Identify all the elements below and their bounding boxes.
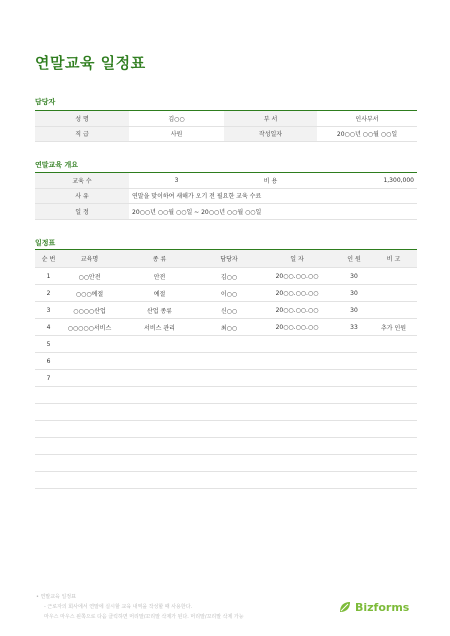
schedule-cell (256, 421, 338, 438)
schedule-cell: 20○○.○○.○○ (256, 319, 338, 336)
schedule-cell (62, 472, 117, 489)
schedule-cell: ○○○○○서비스 (62, 319, 117, 336)
footer-line-1: • 연말교육 일정표 (36, 594, 76, 600)
period-value: 20○○년 ○○월 ○○일 ~ 20○○년 ○○월 ○○일 (129, 204, 417, 220)
schedule-cell (338, 370, 370, 387)
schedule-cell (338, 353, 370, 370)
schedule-cell (202, 421, 256, 438)
schedule-cell (370, 421, 417, 438)
manager-table (35, 110, 417, 142)
schedule-cell (62, 353, 117, 370)
logo-text: Bizforms (355, 600, 410, 614)
schedule-header-cell: 순 번 (35, 250, 62, 268)
schedule-row (35, 387, 417, 404)
schedule-cell (117, 421, 202, 438)
schedule-cell: 7 (35, 370, 62, 387)
period-label: 일 정 (35, 204, 129, 220)
schedule-row (35, 438, 417, 455)
schedule-header-cell: 일 자 (256, 250, 338, 268)
schedule-cell (256, 387, 338, 404)
schedule-cell: 20○○.○○.○○ (256, 285, 338, 302)
schedule-cell: 30 (338, 285, 370, 302)
schedule-cell (370, 268, 417, 285)
schedule-cell (338, 421, 370, 438)
schedule-header-row (35, 250, 417, 268)
schedule-header-cell: 인 원 (338, 250, 370, 268)
schedule-cell (202, 353, 256, 370)
schedule-cell: 20○○.○○.○○ (256, 302, 338, 319)
section-manager-title: 담당자 (35, 98, 56, 106)
schedule-cell (35, 421, 62, 438)
schedule-cell (370, 370, 417, 387)
schedule-cell (370, 455, 417, 472)
overview-table (35, 172, 417, 220)
schedule-header-cell: 비 고 (370, 250, 417, 268)
schedule-cell: 5 (35, 336, 62, 353)
schedule-cell (370, 353, 417, 370)
schedule-cell: 1 (35, 268, 62, 285)
schedule-row (35, 404, 417, 421)
schedule-cell (370, 438, 417, 455)
schedule-cell (338, 336, 370, 353)
schedule-row (35, 353, 417, 370)
schedule-cell (62, 421, 117, 438)
schedule-table (35, 249, 417, 489)
schedule-cell (117, 370, 202, 387)
dept-value: 인사부서 (317, 111, 417, 127)
schedule-header-cell: 종 류 (117, 250, 202, 268)
schedule-cell (202, 370, 256, 387)
schedule-cell: ○○○예절 (62, 285, 117, 302)
schedule-cell (117, 387, 202, 404)
schedule-row (35, 302, 417, 319)
schedule-cell: 김○○ (202, 268, 256, 285)
count-label: 교육 수 (35, 173, 129, 189)
schedule-cell (256, 404, 338, 421)
schedule-cell (256, 438, 338, 455)
position-label: 직 급 (35, 126, 129, 142)
schedule-cell (256, 472, 338, 489)
schedule-cell (256, 336, 338, 353)
schedule-cell (62, 387, 117, 404)
schedule-cell (35, 438, 62, 455)
schedule-row (35, 455, 417, 472)
schedule-cell: 30 (338, 268, 370, 285)
footer-line-2: - 근로자의 회사에서 연말에 실시할 교육 내역을 작성할 때 사용한다. (44, 604, 193, 610)
schedule-cell (338, 404, 370, 421)
schedule-cell: 안전 (117, 268, 202, 285)
schedule-cell: 이○○ (202, 285, 256, 302)
schedule-row (35, 268, 417, 285)
schedule-cell (338, 387, 370, 404)
name-label: 성 명 (35, 111, 129, 127)
schedule-cell (117, 455, 202, 472)
schedule-cell (62, 455, 117, 472)
schedule-cell (256, 370, 338, 387)
schedule-cell: 20○○.○○.○○ (256, 268, 338, 285)
schedule-header-cell: 교육명 (62, 250, 117, 268)
page-title: 연말교육 일정표 (35, 54, 146, 72)
schedule-cell: 서비스 관리 (117, 319, 202, 336)
schedule-row (35, 472, 417, 489)
schedule-cell: 33 (338, 319, 370, 336)
section-schedule-title: 일정표 (35, 239, 56, 247)
schedule-row (35, 319, 417, 336)
schedule-cell: 2 (35, 285, 62, 302)
schedule-cell (338, 438, 370, 455)
cost-value: 1,300,000 (317, 173, 417, 189)
schedule-cell (338, 472, 370, 489)
footer-line-3: 마우스 마우스 왼쪽으로 다음 클릭하면 머리말/꼬리말 삭제가 된다. 머리말/꼬리말 삭제 가능 (44, 614, 244, 620)
schedule-cell (202, 438, 256, 455)
schedule-cell (35, 472, 62, 489)
schedule-cell (62, 404, 117, 421)
schedule-cell (370, 387, 417, 404)
schedule-cell (117, 404, 202, 421)
footer-notes (36, 592, 244, 622)
position-value: 사원 (129, 126, 224, 142)
schedule-cell (370, 302, 417, 319)
schedule-cell (35, 455, 62, 472)
schedule-cell (202, 472, 256, 489)
leaf-icon (338, 600, 352, 614)
schedule-cell (202, 404, 256, 421)
schedule-cell (338, 455, 370, 472)
schedule-cell (117, 336, 202, 353)
schedule-cell (202, 455, 256, 472)
schedule-cell: 4 (35, 319, 62, 336)
count-value: 3 (129, 173, 224, 189)
schedule-cell: 예절 (117, 285, 202, 302)
schedule-cell: ○○안전 (62, 268, 117, 285)
schedule-cell (117, 438, 202, 455)
schedule-cell: 산업 종류 (117, 302, 202, 319)
schedule-row (35, 370, 417, 387)
schedule-cell: 최○○ (202, 319, 256, 336)
schedule-cell (370, 336, 417, 353)
schedule-cell: ○○○○산업 (62, 302, 117, 319)
schedule-cell (117, 472, 202, 489)
schedule-cell (370, 472, 417, 489)
schedule-cell (35, 404, 62, 421)
date-label: 작성일자 (224, 126, 317, 142)
reason-label: 사 유 (35, 188, 129, 204)
schedule-cell: 30 (338, 302, 370, 319)
schedule-row (35, 421, 417, 438)
section-overview-title: 연말교육 개요 (35, 161, 79, 169)
schedule-cell (117, 353, 202, 370)
dept-label: 부 서 (224, 111, 317, 127)
schedule-row (35, 336, 417, 353)
schedule-header-cell: 담당자 (202, 250, 256, 268)
schedule-cell: 추가 인원 (370, 319, 417, 336)
schedule-cell (62, 438, 117, 455)
schedule-cell (202, 336, 256, 353)
schedule-cell: 신○○ (202, 302, 256, 319)
schedule-cell (35, 387, 62, 404)
schedule-cell (62, 370, 117, 387)
schedule-cell (370, 404, 417, 421)
schedule-cell (62, 336, 117, 353)
schedule-cell (202, 387, 256, 404)
date-value: 20○○년 ○○월 ○○일 (317, 126, 417, 142)
schedule-cell (256, 455, 338, 472)
bizforms-logo (338, 600, 409, 614)
schedule-cell: 6 (35, 353, 62, 370)
schedule-cell (370, 285, 417, 302)
schedule-cell: 3 (35, 302, 62, 319)
cost-label: 비 용 (224, 173, 317, 189)
name-value: 김○○ (129, 111, 224, 127)
schedule-cell (256, 353, 338, 370)
schedule-row (35, 285, 417, 302)
reason-value: 연말을 맞이하여 새해가 오기 전 필요한 교육 수료 (129, 188, 417, 204)
